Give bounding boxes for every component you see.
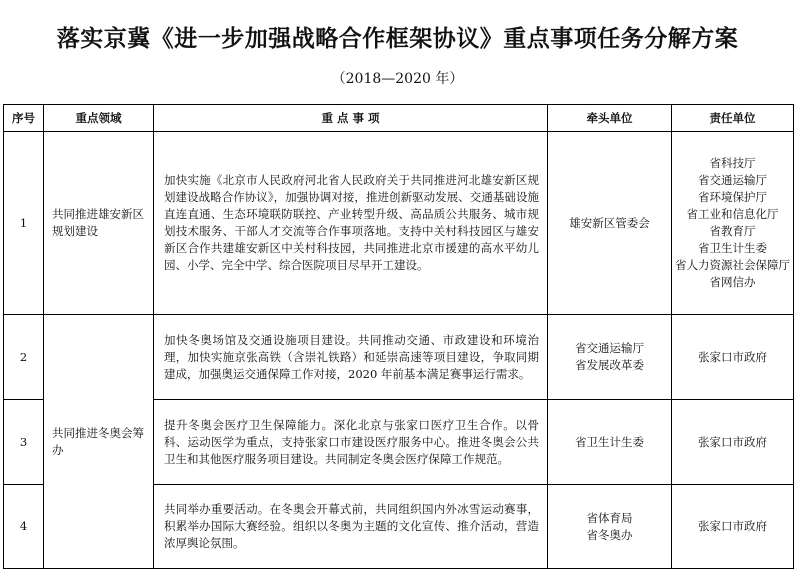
row-items: 加快实施《北京市人民政府河北省人民政府关于共同推进河北雄安新区规划建设战略合作协议》，加强协调对接，推进创新驱动发展、交通基础设施直连直通、生态环境联防联控、产业转型升级、高品质公共服务、城市规划技术服务、干部人才交流等合作事项落地。支持中关村科技园区与雄安新区合作共建雄安新区中关村科技园，共同推进北京市援建的高水平幼儿园、小学、完全中学、综合医院项目尽早开工建设。 bbox=[154, 132, 548, 315]
table-row bbox=[4, 132, 794, 315]
lead-unit: 雄安新区管委会 bbox=[569, 215, 650, 230]
lead-unit: 省发展改革委 bbox=[575, 358, 644, 372]
header-items: 重 点 事 项 bbox=[154, 105, 548, 132]
table-header-row bbox=[4, 105, 794, 132]
row-field: 共同推进冬奥会筹办 bbox=[44, 315, 154, 569]
row-index: 1 bbox=[4, 132, 44, 315]
resp-unit: 省网信办 bbox=[709, 275, 756, 289]
resp-unit: 省环境保护厅 bbox=[698, 190, 767, 204]
resp-unit: 省卫生计生委 bbox=[698, 241, 767, 255]
resp-unit: 省工业和信息化厅 bbox=[686, 207, 779, 221]
header-index: 序号 bbox=[4, 105, 44, 132]
row-lead bbox=[548, 315, 672, 400]
resp-unit: 省教育厅 bbox=[709, 224, 756, 238]
row-items: 共同举办重要活动。在冬奥会开幕式前，共同组织国内外冰雪运动赛事，积累举办国际大赛经验。组织以冬奥为主题的文化宣传、推介活动，营造浓厚舆论氛围。 bbox=[154, 485, 548, 569]
row-resp bbox=[672, 400, 794, 485]
row-lead bbox=[548, 400, 672, 485]
table-row bbox=[4, 315, 794, 400]
row-items: 提升冬奥会医疗卫生保障能力。深化北京与张家口医疗卫生合作。以骨科、运动医学为重点，支持张家口市建设医疗服务中心。推进冬奥会公共卫生和其他医疗服务项目建设。共同制定冬奥会医疗保障工作规范。 bbox=[154, 400, 548, 485]
row-index: 3 bbox=[4, 400, 44, 485]
resp-unit: 省交通运输厅 bbox=[698, 173, 767, 187]
row-resp bbox=[672, 485, 794, 569]
document-subtitle: （2018—2020 年） bbox=[331, 71, 464, 87]
row-resp bbox=[672, 315, 794, 400]
lead-unit: 省体育局 bbox=[586, 510, 633, 525]
header-field: 重点领域 bbox=[44, 105, 154, 132]
resp-unit: 省人力资源社会保障厅 bbox=[675, 258, 790, 272]
row-resp bbox=[672, 132, 794, 315]
lead-unit: 省冬奥办 bbox=[586, 527, 633, 542]
resp-unit: 张家口市政府 bbox=[698, 519, 767, 533]
resp-unit: 张家口市政府 bbox=[698, 349, 767, 364]
row-field: 共同推进雄安新区规划建设 bbox=[44, 132, 154, 315]
row-lead bbox=[548, 485, 672, 569]
row-lead bbox=[548, 132, 672, 315]
row-index: 2 bbox=[4, 315, 44, 400]
lead-unit: 省交通运输厅 bbox=[575, 341, 644, 355]
resp-unit: 省科技厅 bbox=[709, 156, 756, 170]
row-items: 加快冬奥场馆及交通设施项目建设。共同推动交通、市政建设和环境治理，加快实施京张高铁（含崇礼铁路）和延崇高速等项目建设，争取同期建成，加强奥运交通保障工作对接，2020 年前基本满足赛事运行需求。 bbox=[154, 315, 548, 400]
resp-unit: 张家口市政府 bbox=[698, 434, 767, 449]
header-resp: 责任单位 bbox=[672, 105, 794, 132]
header-lead: 牵头单位 bbox=[548, 105, 672, 132]
task-table bbox=[3, 104, 794, 569]
document-title: 落实京冀《进一步加强战略合作框架协议》重点事项任务分解方案 bbox=[56, 26, 739, 52]
row-index: 4 bbox=[4, 485, 44, 569]
lead-unit: 省卫生计生委 bbox=[575, 434, 644, 449]
